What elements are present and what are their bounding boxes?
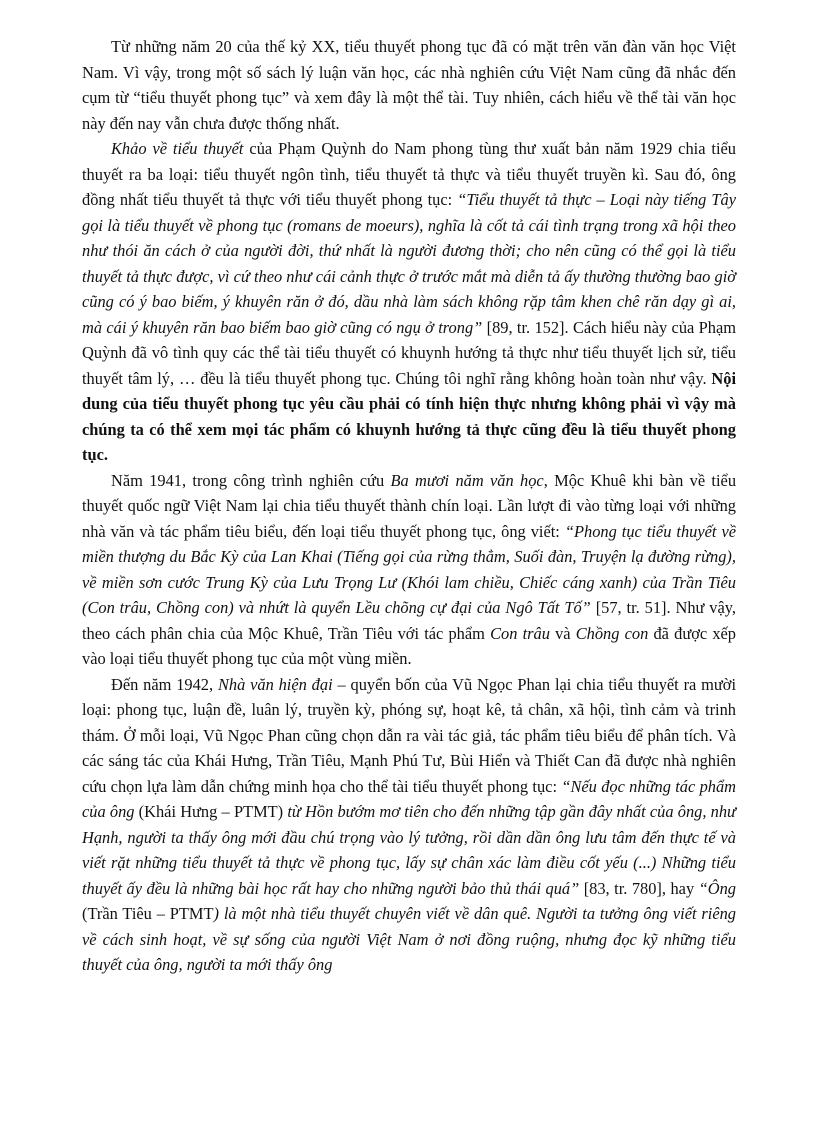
paragraph-4 bbox=[82, 672, 736, 978]
paragraph-3-text-c: [57, tr. 51]. Như vậy, theo cách phân chia của Mộc Khuê, Trần Tiêu với tác phẩm bbox=[82, 598, 737, 643]
moc-khue-quote: “Phong tục tiểu thuyết về miền thượng du Bắc Kỳ của Lan Khai (Tiếng gọi của rừng thẳm, Suối đàn, Truyện lạ đường rừng), về miền sơn cước Trung Kỳ của Lưu Trọng Lư (Khói lam chiều, Chiếc cáng xanh) của Trần Tiêu (Con trâu, Chồng con) và nhứt là quyển Lều chõng cự đại của Ngô Tất Tố” bbox=[82, 521, 736, 617]
book-title-nha-van-hien-dai: Nhà văn hiện đại bbox=[217, 674, 333, 694]
paragraph-4-text-d: [83, tr. 780], hay bbox=[579, 878, 699, 898]
vu-ngoc-phan-quote-1b: từ Hồn bướm mơ tiên cho đến những tập gần đây nhất của ông, như Hạnh, người ta thấy ông mới đầu chú trọng vào lý tưởng, rồi dần dần ông lưu tâm đến thực tế và viết rặt những tiểu thuyết tả thực về phong tục, lấy sự chân xác làm điều cốt yếu (...) Những tiểu thuyết ấy đều là những bài học rất hay cho những người bảo thủ thái quá” bbox=[82, 802, 736, 898]
paragraph-4-text-c: (Khái Hưng – PTMT) bbox=[134, 802, 288, 821]
book-title-khao-ve-tieu-thuyet: Khảo về tiểu thuyết bbox=[111, 139, 244, 158]
bold-statement: Nội dung của tiểu thuyết phong tục yêu cầu phải có tính hiện thực nhưng không phải vì vậy mà chúng ta có thể xem mọi tác phẩm có khuynh hướng tả thực cũng đều là tiểu thuyết phong tục. bbox=[82, 368, 736, 464]
paragraph-2-text-a: của Phạm Quỳnh do Nam phong tùng thư xuất bản năm 1929 chia tiểu thuyết ra ba loại: tiểu thuyết ngôn tình, tiểu thuyết tả thực và tiểu thuyết truyền kì. Sau đó, ông đồng nhất tiểu thuyết tả thực với tiểu thuyết phong tục: bbox=[82, 139, 736, 209]
paragraph-1 bbox=[82, 34, 736, 136]
vu-ngoc-phan-quote-1a: “Nếu đọc những tác phẩm của ông bbox=[82, 776, 736, 821]
paragraph-3-text-e: đã được xếp vào loại tiểu thuyết phong tục của một vùng miền. bbox=[82, 623, 736, 668]
paragraph-4-text-e: (Trần Tiêu – PTMT bbox=[82, 904, 214, 923]
work-title-chong-con: Chồng con bbox=[575, 623, 649, 643]
paragraph-3-text-d: và bbox=[549, 623, 576, 643]
pham-quynh-quote: “Tiểu thuyết tả thực – Loại này tiếng Tây gọi là tiểu thuyết về phong tục (romans de moeurs), nghĩa là cốt tả cái tình trạng trong xã hội theo như thói ăn cách ở của người đời, thứ nhất là người đương thời; cho nên cũng có thể gọi là tiểu thuyết tả thực được, vì cứ theo như cái cảnh thực ở trước mắt mà diễn tả ấy thường thường bao giờ cũng có ý bao biếm, ý khuyên răn ở đó, dầu nhà làm sách không rặp tâm khen chê răn dạy gì ai, mà cái ý khuyên răn bao biếm bao giờ cũng có ngụ ở trong” bbox=[82, 190, 736, 337]
paragraph-4-text-b: – quyển bốn của Vũ Ngọc Phan lại chia tiểu thuyết ra mười loại: phong tục, luận đề, luân lý, truyền kỳ, phóng sự, hoạt kê, tả chân, xã hội, tình cảm và trinh thám. Ở mỗi loại, Vũ Ngọc Phan cũng chọn dẫn ra vài tác giả, tác phẩm tiêu biểu để phân tích. Và các sáng tác của Khái Hưng, Trần Tiêu, Mạnh Phú Tư, Bùi Hiển và Thiết Can đã được nhà nghiên cứu chọn lựa làm dẫn chứng minh họa cho thể tài tiểu thuyết phong tục: bbox=[82, 674, 736, 796]
paragraph-4-text-a: Đến năm 1942, bbox=[111, 674, 218, 694]
paragraph-3-text-a: Năm 1941, trong công trình nghiên cứu bbox=[111, 470, 391, 490]
book-title-ba-muoi-nam-van-hoc: Ba mươi năm văn học bbox=[390, 470, 544, 490]
work-title-con-trau: Con trâu bbox=[490, 623, 550, 643]
document-page bbox=[82, 34, 736, 978]
paragraph-3-text-b: , Mộc Khuê khi bàn về tiểu thuyết quốc ngữ Việt Nam lại chia tiểu thuyết thành chín loại. Lần lượt đi vào từng loại với những nhà văn và tác phẩm tiêu biểu, đến loại tiểu thuyết phong tục, ông viết: bbox=[82, 470, 737, 541]
vu-ngoc-phan-quote-2a: “Ông bbox=[698, 878, 736, 898]
paragraph-2 bbox=[82, 136, 736, 468]
paragraph-2-text-b: [89, tr. 152]. Cách hiểu này của Phạm Quỳnh đã vô tình quy các thể tài tiểu thuyết có khuynh hướng tả thực như tiểu thuyết lịch sử, tiểu thuyết tâm lý, … đều là tiểu thuyết phong tục. Chúng tôi nghĩ rằng không hoàn toàn như vậy. bbox=[82, 317, 736, 388]
paragraph-3 bbox=[82, 468, 736, 672]
paragraph-1-text: Từ những năm 20 của thế kỷ XX, tiểu thuyết phong tục đã có mặt trên văn đàn văn học Việt Nam. Vì vậy, trong một số sách lý luận văn học, các nhà nghiên cứu Việt Nam cũng đã nhắc đến cụm từ “tiểu thuyết phong tục” và xem đây là một thể tài. Tuy nhiên, cách hiểu về thể tài văn học này đến nay vẫn chưa được thống nhất. bbox=[82, 37, 736, 133]
vu-ngoc-phan-quote-2b: ) là một nhà tiểu thuyết chuyên viết về dân quê. Người ta tưởng ông viết riêng về cách sinh hoạt, về sự sống của người Việt Nam ở nơi đồng ruộng, nhưng đọc kỹ những tiểu thuyết của ông, người ta mới thấy ông bbox=[82, 904, 736, 974]
